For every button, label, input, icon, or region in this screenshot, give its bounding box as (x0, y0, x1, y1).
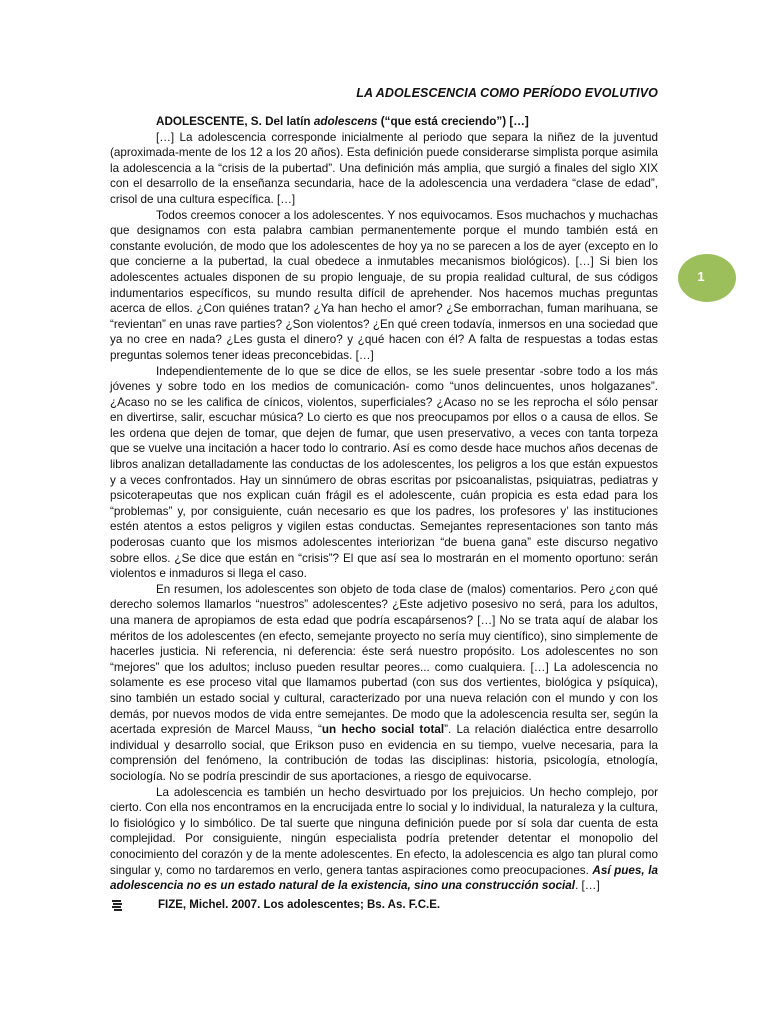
paragraph-5-text-a: La adolescencia es también un hecho desvirtuado por los prejuicios. Un hecho complejo, por cierto. Con ella nos encontramos en la encrucijada entre lo social y lo individual, la naturaleza y la cultura, lo fisiológico y lo simbólico. De tal suerte que ninguna definición puede por sí sola dar cuenta de esta complejidad. Por consiguiente, ningún especialista podría pretender detentar el monopolio del conocimiento del corazón y de la mente adolescentes. En efecto, la adolescencia es algo tan plural como singular y, como no tardaremos en verlo, genera tantas aspiraciones como preocupaciones. (110, 785, 658, 877)
entry-heading (110, 114, 658, 130)
book-stack-icon (110, 898, 124, 912)
citation-footer (110, 898, 658, 912)
paragraph-4-text-a: En resumen, los adolescentes son objeto de toda clase de (malos) comentarios. Pero ¿con qué derecho solemos llamarlos “nuestros” adolescentes? ¿Este adjetivo posesivo no será, para los adultos, una manera de apropiamos de esta edad que podría escapársenos? […] No se trata aquí de alabar los méritos de los adolescentes (en efecto, semejante proyecto no sería muy científico), sino simplemente de hacerles justicia. Ni referencia, ni deferencia: éste será nuestro propósito. Los adolescentes no son “mejores” que los adultos; incluso pueden resultar peores... como cualquiera. […] La adolescencia no solamente es ese proceso vital que llamamos pubertad (con sus dos vertientes, biológica y psíquica), sino también un estado social y cultural, caracterizado por una nueva relación con el mundo y con los demás, por nuevos modos de vida entre semejantes. De modo que la adolescencia resulta ser, según la acertada expresión de Marcel Mauss, “ (110, 582, 658, 737)
paragraph-1: […] La adolescencia corresponde inicialmente al periodo que separa la niñez de la juventud (aproximada-mente de los 12 a los 20 años). Esta definición puede considerarse simplista porque asimila la adolescencia a la “crisis de la pubertad”. Una definición más amplia, que surgió a finales del siglo XIX con el desarrollo de la enseñanza secundaria, hace de la adolescencia una verdadera “clase de edad”, crisol de una cultura específica. […] (110, 130, 658, 206)
heading-latin-term: adolescens (313, 115, 378, 128)
paragraph-5 (110, 785, 658, 894)
heading-prefix: ADOLESCENTE, S. Del latín (156, 115, 314, 128)
paragraph-5-text-b: . […] (575, 879, 600, 893)
paragraph-5-emphasis: Así pues, la adolescencia no es un estado natural de la existencia, sino una construcción social (110, 863, 658, 893)
heading-suffix: (“que está creciendo”) […] (377, 115, 529, 128)
paragraph-3: Independientemente de lo que se dice de ellos, se les suele presentar -sobre todo a los más jóvenes y sobre todo en los medios de comunicación- como “unos delincuentes, unos holgazanes”. ¿Acaso no se les califica de cínicos, violentos, superficiales? ¿Acaso no se les reprocha el sólo pensar en divertirse, salir, escuchar música? Lo cierto es que nos preocupamos por ellos o a causa de ellos. Se les ordena que dejen de tomar, que dejen de fumar, que usen preservativo, a veces con tanta torpeza que se vuelve una incitación a hacer todo lo contrario. Así es como desde hace muchos años decenas de libros analizan detalladamente las conductas de los adolescentes, los peligros a los que están expuestos y a veces confrontados. Hay un sinnúmero de obras escritas por psicoanalistas, psiquiatras, pediatras y psicoterapeutas que nos explican cuán frágil es el adolescente, cuán propicia es esta edad para los “problemas” y, por consiguiente, cuán necesario es que los padres, los profesores y’ las instituciones estén atentos a estos peligros y vigilen estas conductas. Semejantes representaciones son tanto más poderosas cuanto que los mismos adolescentes interiorizan “de buena gana” este discurso negativo sobre ellos. ¿Se dice que están en “crisis”? El que así sea lo mostrarán en el momento oportuno: serán violentos e inmaduros si llega el caso. (110, 364, 658, 581)
page-number-badge (678, 254, 736, 302)
running-title: LA ADOLESCENCIA COMO PERÍODO EVOLUTIVO (356, 86, 658, 100)
paragraph-4-emphasis: un hecho social total (321, 723, 445, 737)
page-number: 1 (697, 268, 705, 284)
paragraph-4 (110, 582, 658, 785)
citation-text: FIZE, Michel. 2007. Los adolescentes; Bs. As. F.C.E. (158, 899, 441, 911)
article-body (110, 114, 658, 894)
paragraph-4-text-b: ”. La relación dialéctica entre desarrollo individual y desarrollo social, que Erikson puso en evidencia en su tiempo, vuelve necesaria, para la comprensión del fenómeno, la contribución de todas las disciplinas: historia, psicología, etnología, sociología. No se podría prescindir de sus aportaciones, a riesgo de equivocarse. (110, 723, 658, 783)
paragraph-2: Todos creemos conocer a los adolescentes. Y nos equivocamos. Esos muchachos y muchachas que designamos con esta palabra cambian permanentemente porque el mundo también está en constante evolución, de modo que los adolescentes de hoy ya no se parecen a los de ayer (excepto en lo que concierne a la pubertad, la cual obedece a inmutables mecanismos biológicos). […] Si bien los adolescentes actuales disponen de su propio lenguaje, de su propia realidad cultural, de sus códigos indumentarios específicos, su mundo resulta difícil de aprehender. Nos hacemos muchas preguntas acerca de ellos. ¿Con quiénes tratan? ¿Ya han hecho el amor? ¿Se emborrachan, fuman marihuana, se “revientan” en unas rave parties? ¿Son violentos? ¿En qué creen todavía, inmersos en una sociedad que ya no cree en nada? ¿Les gusta el dinero? y ¿qué hacen con él? A falta de respuestas a todas estas preguntas solemos tener ideas preconcebidas. […] (110, 208, 658, 362)
